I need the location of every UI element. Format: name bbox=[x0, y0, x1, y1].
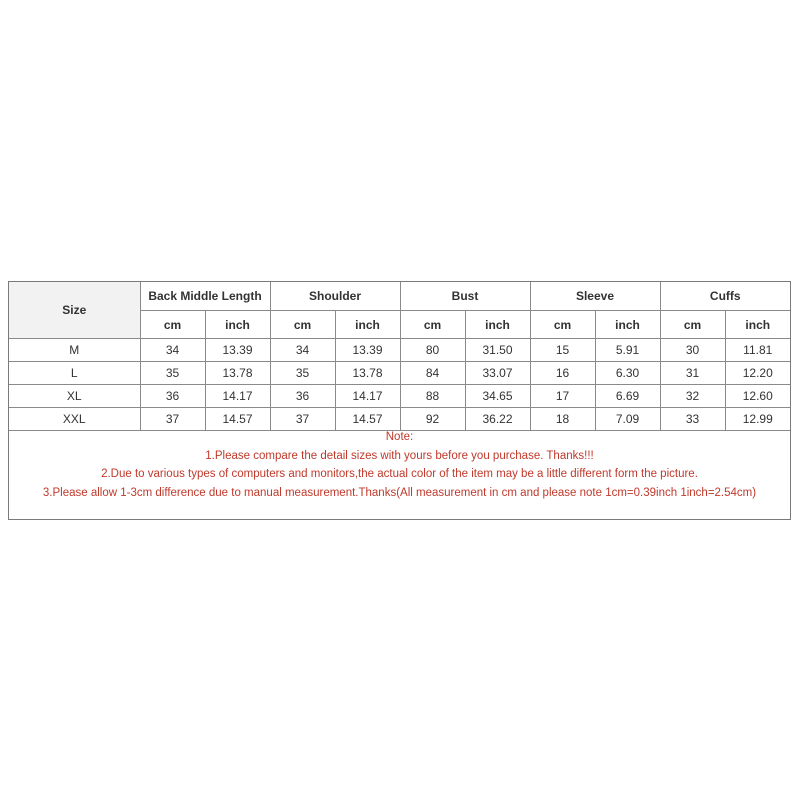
table-cell: 36 bbox=[270, 385, 335, 408]
group-header-cuffs: Cuffs bbox=[660, 282, 790, 311]
table-cell: 37 bbox=[140, 408, 205, 431]
note-line: 2.Due to various types of computers and monitors,the actual color of the item may be a little different form the picture. bbox=[101, 468, 698, 480]
size-chart bbox=[8, 281, 791, 520]
table-row bbox=[9, 362, 790, 385]
table-cell: 14.17 bbox=[335, 385, 400, 408]
table-cell: 14.17 bbox=[205, 385, 270, 408]
unit-header-inch: inch bbox=[205, 311, 270, 339]
table-cell: 14.57 bbox=[205, 408, 270, 431]
table-cell: 32 bbox=[660, 385, 725, 408]
table-cell: 11.81 bbox=[725, 339, 790, 362]
table-cell: 34 bbox=[270, 339, 335, 362]
table-cell: 80 bbox=[400, 339, 465, 362]
note-line: 1.Please compare the detail sizes with yours before you purchase. Thanks!!! bbox=[205, 449, 594, 462]
group-header-bust: Bust bbox=[400, 282, 530, 311]
table-cell: 30 bbox=[660, 339, 725, 362]
table-cell: 34.65 bbox=[465, 385, 530, 408]
table-cell: 31 bbox=[660, 362, 725, 385]
group-header-row bbox=[9, 282, 790, 311]
group-header-sleeve: Sleeve bbox=[530, 282, 660, 311]
notes-title: Note: bbox=[385, 431, 414, 443]
table-row bbox=[9, 385, 790, 408]
table-cell: 34 bbox=[140, 339, 205, 362]
table-cell: 13.78 bbox=[205, 362, 270, 385]
table-cell: 88 bbox=[400, 385, 465, 408]
unit-header-cm: cm bbox=[530, 311, 595, 339]
unit-header-cm: cm bbox=[660, 311, 725, 339]
table-cell: 12.20 bbox=[725, 362, 790, 385]
unit-header-inch: inch bbox=[725, 311, 790, 339]
size-column-header: Size bbox=[9, 282, 140, 339]
unit-header-cm: cm bbox=[400, 311, 465, 339]
table-cell: 31.50 bbox=[465, 339, 530, 362]
size-cell: XL bbox=[9, 385, 140, 408]
table-cell: 7.09 bbox=[595, 408, 660, 431]
table-cell: 18 bbox=[530, 408, 595, 431]
unit-header-inch: inch bbox=[335, 311, 400, 339]
table-cell: 12.60 bbox=[725, 385, 790, 408]
table-cell: 17 bbox=[530, 385, 595, 408]
table-cell: 36.22 bbox=[465, 408, 530, 431]
size-cell: M bbox=[9, 339, 140, 362]
table-cell: 16 bbox=[530, 362, 595, 385]
group-header-shoulder: Shoulder bbox=[270, 282, 400, 311]
unit-header-cm: cm bbox=[140, 311, 205, 339]
table-cell: 33 bbox=[660, 408, 725, 431]
table-cell: 6.30 bbox=[595, 362, 660, 385]
table-cell: 5.91 bbox=[595, 339, 660, 362]
table-cell: 33.07 bbox=[465, 362, 530, 385]
table-cell: 6.69 bbox=[595, 385, 660, 408]
table-cell: 37 bbox=[270, 408, 335, 431]
size-cell: XXL bbox=[9, 408, 140, 431]
unit-header-inch: inch bbox=[595, 311, 660, 339]
notes-section bbox=[9, 428, 790, 502]
group-header-back-middle-length: Back Middle Length bbox=[140, 282, 270, 311]
table-cell: 13.78 bbox=[335, 362, 400, 385]
table-cell: 13.39 bbox=[335, 339, 400, 362]
table-cell: 36 bbox=[140, 385, 205, 408]
table-cell: 14.57 bbox=[335, 408, 400, 431]
table-cell: 35 bbox=[270, 362, 335, 385]
size-cell: L bbox=[9, 362, 140, 385]
table-row bbox=[9, 339, 790, 362]
unit-header-inch: inch bbox=[465, 311, 530, 339]
table-cell: 84 bbox=[400, 362, 465, 385]
table-cell: 13.39 bbox=[205, 339, 270, 362]
table-cell: 35 bbox=[140, 362, 205, 385]
table-cell: 12.99 bbox=[725, 408, 790, 431]
table-cell: 15 bbox=[530, 339, 595, 362]
table-cell: 92 bbox=[400, 408, 465, 431]
size-table bbox=[9, 282, 790, 431]
note-line: 3.Please allow 1-3cm difference due to manual measurement.Thanks(All measurement in cm and please note 1cm=0.39inch 1inch=2.54cm) bbox=[42, 486, 757, 499]
unit-header-cm: cm bbox=[270, 311, 335, 339]
